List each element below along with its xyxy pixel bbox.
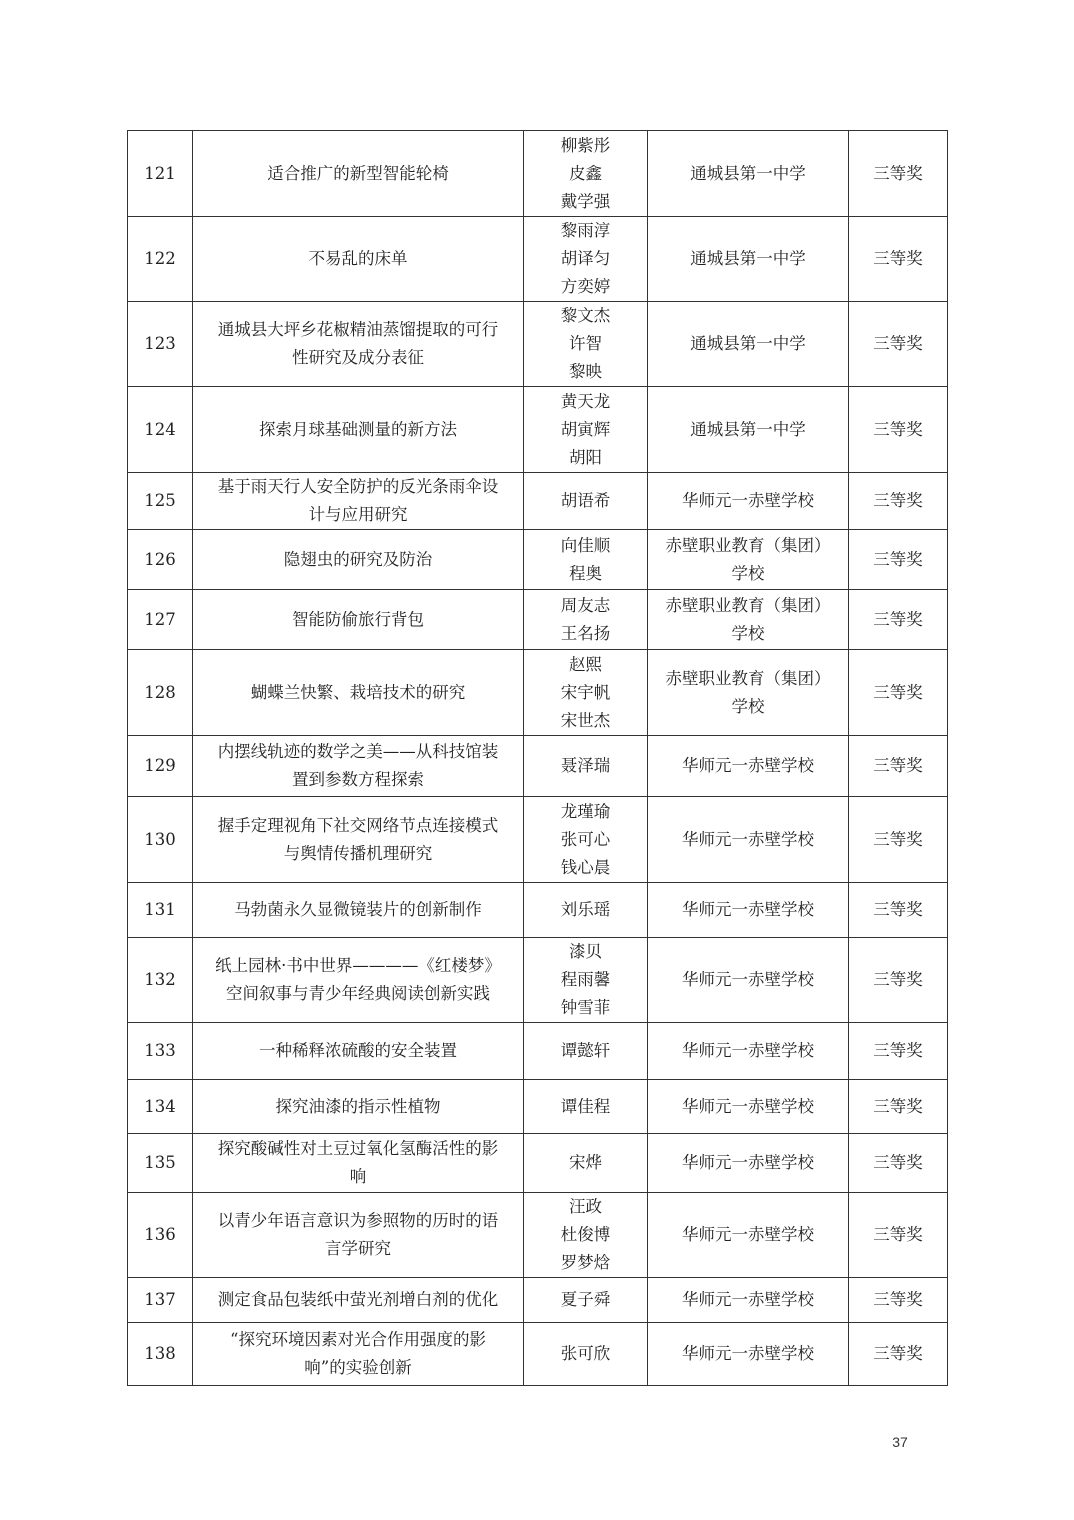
table-row [128, 590, 948, 650]
project-title-cell [193, 473, 524, 530]
school-name-line: 赤壁职业教育（集团） [665, 535, 831, 555]
school-cell [648, 797, 849, 883]
project-title-line: 性研究及成分表征 [292, 348, 424, 367]
table-row [128, 387, 948, 473]
authors-cell [524, 650, 648, 736]
author-name: 黎映 [569, 362, 602, 381]
entry-number-cell: 137 [128, 1278, 193, 1323]
project-title-line: 计与应用研究 [308, 505, 408, 524]
author-name: 谭懿轩 [560, 1041, 611, 1060]
authors-cell [524, 1193, 648, 1278]
school-name-line: 华师元一赤壁学校 [682, 900, 814, 919]
school-cell [648, 883, 849, 938]
entry-number-cell: 126 [128, 530, 193, 590]
author-name: 罗梦焓 [560, 1253, 611, 1272]
project-title-line: 内摆线轨迹的数学之美——从科技馆装 [217, 742, 499, 761]
author-name: 程雨馨 [560, 970, 611, 989]
project-title-line: 置到参数方程探索 [292, 770, 424, 789]
author-name: 胡译匀 [560, 249, 611, 268]
author-name: 杜俊博 [560, 1225, 611, 1244]
school-cell [648, 530, 849, 590]
school-name-line: 华师元一赤壁学校 [682, 1290, 814, 1309]
table-row [128, 650, 948, 736]
table-row [128, 1023, 948, 1080]
table-row [128, 1323, 948, 1386]
project-title-line: 通城县大坪乡花椒精油蒸馏提取的可行 [217, 320, 499, 339]
project-title-cell [193, 302, 524, 387]
school-name-line: 华师元一赤壁学校 [682, 756, 814, 775]
author-name: 程奥 [569, 563, 602, 583]
project-title-cell [193, 938, 524, 1023]
award-cell: 三等奖 [849, 530, 948, 590]
school-cell [648, 217, 849, 302]
school-name-line: 学校 [731, 623, 765, 643]
project-title-line: 隐翅虫的研究及防治 [283, 549, 433, 569]
entry-number-cell: 133 [128, 1023, 193, 1080]
author-name: 黎文杰 [560, 306, 611, 325]
project-title-line: 不易乱的床单 [308, 249, 408, 268]
authors-cell [524, 473, 648, 530]
entry-number-cell: 134 [128, 1080, 193, 1134]
author-name: 宋烨 [569, 1153, 602, 1172]
project-title-cell [193, 883, 524, 938]
school-cell [648, 590, 849, 650]
school-cell [648, 387, 849, 473]
author-name: 钟雪菲 [560, 998, 611, 1017]
author-name: 漆贝 [569, 942, 602, 961]
project-title-line: 蝴蝶兰快繁、栽培技术的研究 [250, 682, 466, 702]
entry-number-cell: 125 [128, 473, 193, 530]
author-name: 王名扬 [560, 623, 611, 643]
author-name: 宋宇帆 [560, 682, 611, 702]
authors-cell [524, 1323, 648, 1386]
award-cell: 三等奖 [849, 1278, 948, 1323]
author-name: 皮鑫 [569, 163, 602, 183]
school-name-line: 华师元一赤壁学校 [682, 829, 814, 849]
author-name: 胡寅辉 [560, 419, 611, 439]
award-cell: 三等奖 [849, 131, 948, 217]
school-name-line: 华师元一赤壁学校 [682, 1153, 814, 1172]
awards-table [127, 130, 948, 1386]
project-title-line: 响 [349, 1167, 367, 1186]
project-title-line: 智能防偷旅行背包 [292, 609, 424, 629]
school-name-line: 赤壁职业教育（集团） [665, 668, 831, 688]
project-title-line: 一种稀释浓硫酸的安全装置 [259, 1041, 457, 1060]
author-name: 戴学强 [560, 191, 611, 211]
project-title-cell [193, 530, 524, 590]
school-name-line: 华师元一赤壁学校 [682, 970, 814, 989]
school-cell [648, 302, 849, 387]
school-cell [648, 1023, 849, 1080]
award-cell: 三等奖 [849, 736, 948, 797]
award-cell: 三等奖 [849, 938, 948, 1023]
school-name-line: 通城县第一中学 [690, 419, 806, 439]
project-title-line: “探究环境因素对光合作用强度的影 [230, 1330, 486, 1349]
school-name-line: 学校 [731, 563, 765, 583]
project-title-line: 以青少年语言意识为参照物的历时的语 [217, 1211, 499, 1230]
school-name-line: 学校 [731, 696, 765, 716]
award-cell: 三等奖 [849, 1080, 948, 1134]
project-title-line: 测定食品包装纸中萤光剂增白剂的优化 [217, 1290, 499, 1309]
author-name: 黄天龙 [560, 391, 611, 411]
project-title-cell [193, 131, 524, 217]
school-name-line: 华师元一赤壁学校 [682, 1225, 814, 1244]
table-row [128, 473, 948, 530]
project-title-cell [193, 387, 524, 473]
table-row [128, 1278, 948, 1323]
authors-cell [524, 1080, 648, 1134]
author-name: 向佳顺 [560, 535, 611, 555]
authors-cell [524, 1023, 648, 1080]
project-title-line: 与舆情传播机理研究 [283, 843, 433, 863]
school-cell [648, 650, 849, 736]
project-title-line: 言学研究 [325, 1239, 391, 1258]
entry-number-cell: 132 [128, 938, 193, 1023]
school-cell [648, 1323, 849, 1386]
table-row [128, 1193, 948, 1278]
author-name: 柳紫彤 [560, 135, 611, 155]
project-title-cell [193, 736, 524, 797]
project-title-cell [193, 1023, 524, 1080]
award-cell: 三等奖 [849, 387, 948, 473]
authors-cell [524, 1278, 648, 1323]
award-cell: 三等奖 [849, 1323, 948, 1386]
author-name: 谭佳程 [560, 1096, 611, 1116]
authors-cell [524, 530, 648, 590]
entry-number-cell: 127 [128, 590, 193, 650]
entry-number-cell: 121 [128, 131, 193, 217]
table-row [128, 1080, 948, 1134]
award-cell: 三等奖 [849, 650, 948, 736]
project-title-line: 握手定理视角下社交网络节点连接模式 [217, 815, 499, 835]
project-title-line: 适合推广的新型智能轮椅 [267, 163, 449, 183]
authors-cell [524, 938, 648, 1023]
school-cell [648, 1080, 849, 1134]
school-name-line: 华师元一赤壁学校 [682, 1344, 814, 1363]
authors-cell [524, 883, 648, 938]
award-cell: 三等奖 [849, 883, 948, 938]
project-title-line: 纸上园林·书中世界————《红楼梦》 [215, 956, 501, 975]
project-title-line: 基于雨天行人安全防护的反光条雨伞设 [217, 477, 499, 496]
table-row [128, 797, 948, 883]
school-name-line: 通城县第一中学 [690, 334, 806, 353]
entry-number-cell: 135 [128, 1134, 193, 1193]
entry-number-cell: 129 [128, 736, 193, 797]
school-name-line: 通城县第一中学 [690, 163, 806, 183]
table-row [128, 938, 948, 1023]
award-cell: 三等奖 [849, 1193, 948, 1278]
school-cell [648, 1193, 849, 1278]
table-row [128, 736, 948, 797]
authors-cell [524, 302, 648, 387]
entry-number-cell: 122 [128, 217, 193, 302]
school-cell [648, 1134, 849, 1193]
table-row [128, 1134, 948, 1193]
entry-number-cell: 138 [128, 1323, 193, 1386]
author-name: 宋世杰 [560, 710, 611, 730]
author-name: 方奕婷 [560, 277, 611, 296]
school-name-line: 华师元一赤壁学校 [682, 491, 814, 510]
author-name: 赵熙 [569, 654, 602, 674]
award-cell: 三等奖 [849, 1023, 948, 1080]
author-name: 周友志 [560, 595, 611, 615]
page-number: 37 [892, 1434, 908, 1450]
award-cell: 三等奖 [849, 590, 948, 650]
author-name: 刘乐瑶 [560, 900, 611, 919]
project-title-cell [193, 217, 524, 302]
award-cell: 三等奖 [849, 217, 948, 302]
school-cell [648, 736, 849, 797]
author-name: 聂泽瑞 [560, 756, 611, 775]
table-row [128, 217, 948, 302]
project-title-cell [193, 797, 524, 883]
entry-number-cell: 124 [128, 387, 193, 473]
author-name: 钱心晨 [560, 857, 611, 877]
school-cell [648, 131, 849, 217]
school-cell [648, 1278, 849, 1323]
author-name: 黎雨淳 [560, 221, 611, 240]
author-name: 胡语希 [560, 491, 611, 510]
authors-cell [524, 217, 648, 302]
school-name-line: 通城县第一中学 [690, 249, 806, 268]
project-title-line: 探究酸碱性对土豆过氧化氢酶活性的影 [217, 1139, 499, 1158]
entry-number-cell: 131 [128, 883, 193, 938]
award-cell: 三等奖 [849, 473, 948, 530]
project-title-cell [193, 1193, 524, 1278]
table-row [128, 302, 948, 387]
school-name-line: 赤壁职业教育（集团） [665, 595, 831, 615]
project-title-line: 马勃菌永久显微镜装片的创新制作 [234, 900, 482, 919]
authors-cell [524, 590, 648, 650]
award-cell: 三等奖 [849, 1134, 948, 1193]
project-title-cell [193, 1278, 524, 1323]
project-title-line: 探索月球基础测量的新方法 [259, 419, 457, 439]
author-name: 夏子舜 [560, 1290, 611, 1309]
project-title-cell [193, 650, 524, 736]
project-title-cell [193, 1134, 524, 1193]
authors-cell [524, 387, 648, 473]
award-cell: 三等奖 [849, 302, 948, 387]
author-name: 张可心 [560, 829, 611, 849]
table-row [128, 131, 948, 217]
awards-table-body [128, 131, 948, 1386]
project-title-line: 响”的实验创新 [304, 1358, 412, 1377]
authors-cell [524, 131, 648, 217]
authors-cell [524, 797, 648, 883]
award-cell: 三等奖 [849, 797, 948, 883]
author-name: 张可欣 [560, 1344, 611, 1363]
table-row [128, 530, 948, 590]
project-title-line: 探究油漆的指示性植物 [275, 1096, 441, 1116]
author-name: 胡阳 [569, 447, 602, 467]
entry-number-cell: 128 [128, 650, 193, 736]
author-name: 龙瑾瑜 [560, 801, 611, 821]
author-name: 许智 [569, 334, 602, 353]
project-title-line: 空间叙事与青少年经典阅读创新实践 [226, 984, 490, 1003]
school-cell [648, 473, 849, 530]
project-title-cell [193, 590, 524, 650]
authors-cell [524, 1134, 648, 1193]
entry-number-cell: 123 [128, 302, 193, 387]
school-cell [648, 938, 849, 1023]
entry-number-cell: 130 [128, 797, 193, 883]
school-name-line: 华师元一赤壁学校 [682, 1096, 814, 1116]
table-row [128, 883, 948, 938]
authors-cell [524, 736, 648, 797]
project-title-cell [193, 1080, 524, 1134]
entry-number-cell: 136 [128, 1193, 193, 1278]
project-title-cell [193, 1323, 524, 1386]
author-name: 汪政 [569, 1197, 602, 1216]
school-name-line: 华师元一赤壁学校 [682, 1041, 814, 1060]
